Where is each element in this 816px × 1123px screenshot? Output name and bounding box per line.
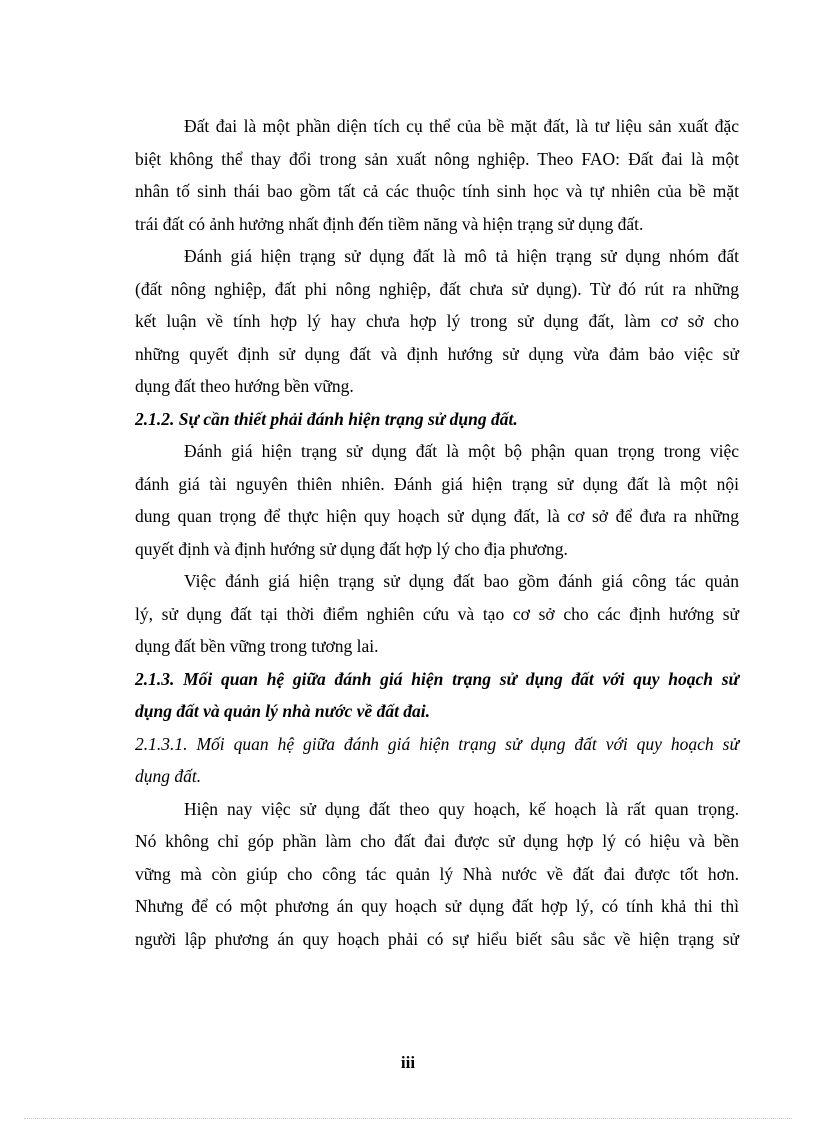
paragraph-line: (đất nông nghiệp, đất phi nông nghiệp, đất chưa sử dụng). Từ đó rút ra những (135, 278, 739, 299)
paragraph-line: người lập phương án quy hoạch phải có sự hiểu biết sâu sắc về hiện trạng sử (135, 928, 739, 949)
page-bottom-divider (24, 1118, 792, 1119)
paragraph-line: biệt không thể thay đổi trong sản xuất nông nghiệp. Theo FAO: Đất đai là một (135, 148, 739, 169)
paragraph-line: vững mà còn giúp cho công tác quản lý Nhà nước về đất đai được tốt hơn. (135, 863, 739, 884)
paragraph-line: Việc đánh giá hiện trạng sử dụng đất bao gồm đánh giá công tác quản (184, 571, 739, 591)
document-body (135, 110, 739, 955)
section-heading-2-1-3: dụng đất và quản lý nhà nước về đất đai. (135, 701, 431, 721)
paragraph-line: quyết định và định hướng sử dụng đất hợp lý cho địa phương. (135, 538, 568, 559)
paragraph-line: đánh giá tài nguyên thiên nhiên. Đánh giá hiện trạng sử dụng đất là một nội (135, 473, 739, 494)
section-heading-2-1-2: 2.1.2. Sự cần thiết phải đánh hiện trạng sử dụng đất. (135, 408, 518, 429)
section-heading-2-1-3: 2.1.3. Mối quan hệ giữa đánh giá hiện trạng sử dụng đất với quy hoạch sử (135, 668, 739, 689)
paragraph-line: dụng đất bền vững trong tương lai. (135, 636, 379, 656)
subsection-heading-2-1-3-1: 2.1.3.1. Mối quan hệ giữa đánh giá hiện trạng sử dụng đất với quy hoạch sử (135, 733, 739, 754)
paragraph-line: Đánh giá hiện trạng sử dụng đất là một bộ phận quan trọng trong việc (184, 441, 739, 461)
paragraph-line: nhân tố sinh thái bao gồm tất cả các thuộc tính sinh học và tự nhiên của bề mặt (135, 181, 739, 201)
page-number: iii (400, 1053, 416, 1072)
paragraph-line: Hiện nay việc sử dụng đất theo quy hoạch, kế hoạch là rất quan trọng. (184, 798, 739, 819)
paragraph-line: kết luận về tính hợp lý hay chưa hợp lý trong sử dụng đất, làm cơ sở cho (135, 311, 739, 331)
paragraph-line: những quyết định sử dụng đất và định hướng sử dụng vừa đảm bảo việc sử (135, 343, 739, 364)
subsection-heading-2-1-3-1: dụng đất. (135, 766, 202, 786)
paragraph-line: Đất đai là một phần diện tích cụ thể của bề mặt đất, là tư liệu sản xuất đặc (184, 116, 739, 136)
paragraph-line: dung quan trọng để thực hiện quy hoạch sử dụng đất, là cơ sở để đưa ra những (135, 506, 739, 526)
paragraph-line: Nhưng để có một phương án quy hoạch sử dụng đất hợp lý, có tính khả thi thì (135, 896, 739, 916)
paragraph-line: Nó không chỉ góp phần làm cho đất đai được sử dụng hợp lý có hiệu và bền (135, 831, 739, 851)
paragraph-line: lý, sử dụng đất tại thời điểm nghiên cứu và tạo cơ sở cho các định hướng sử (135, 603, 739, 624)
paragraph-line: Đánh giá hiện trạng sử dụng đất là mô tả hiện trạng sử dụng nhóm đất (184, 246, 739, 266)
paragraph-line: trái đất có ảnh hưởng nhất định đến tiềm năng và hiện trạng sử dụng đất. (135, 213, 644, 234)
paragraph-line: dụng đất theo hướng bền vững. (135, 376, 354, 396)
